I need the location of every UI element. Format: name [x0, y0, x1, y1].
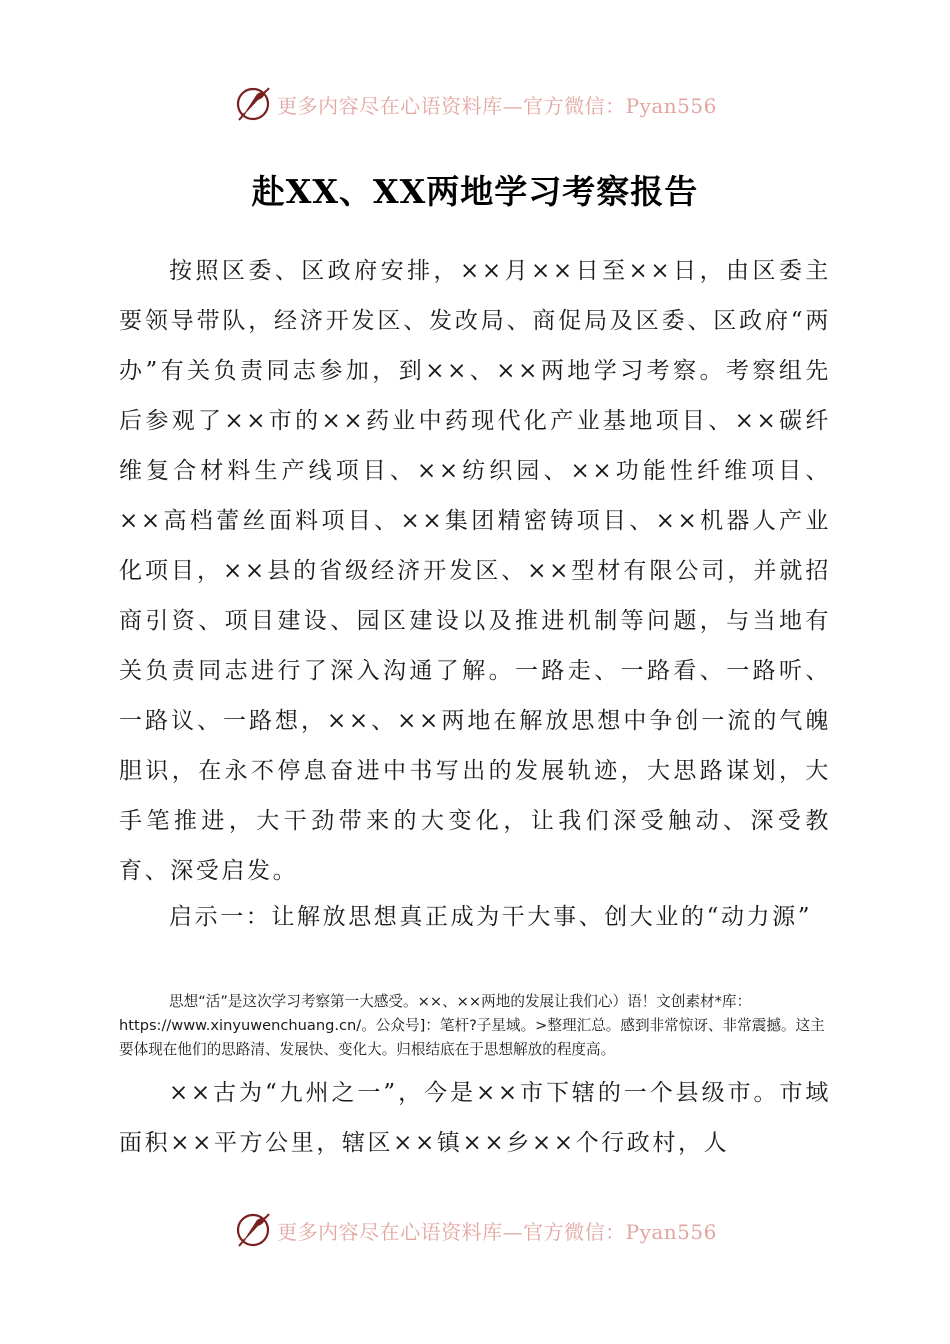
footer-banner — [0, 1206, 950, 1254]
paragraph-intro: 按照区委、区政府安排，××月××日至××日，由区委主要领导带队，经济开发区、发改局、商促局及区委、区政府“两办”有关负责同志参加，到××、××两地学习考察。考察组先后参观了××市的××药业中药现代化产业基地项目、××碳纤维复合材料生产线项目、××纺织园、××功能性纤维项目、××高档蕾丝面料项目、××集团精密铸项目、××机器人产业化项目，××县的省级经济开发区、××型材有限公司，并就招商引资、项目建设、园区建设以及推进机制等问题，与当地有关负责同志进行了深入沟通了解。一路走、一路看、一路听、一路议、一路想，××、××两地在解放思想中争创一流的气魄胆识，在永不停息奋进中书写出的发展轨迹，大思路谋划，大手笔推进，大干劲带来的大变化，让我们深受触动、深受教育、深受启发。 — [119, 258, 831, 884]
paragraph-small-font: 思想“活”是这次学习考察第一大感受。××、××两地的发展让我们心）语！文创素材*库：https://www.xinyuwenchuang.cn/。公众号]：笔杆?子星域。>整理汇总。感到非常惊讶、非常震撼。这主要体现在他们的思路清、发展快、变化大。归根结底在于思想解放的程度高。 — [119, 993, 825, 1058]
banner-text: 更多内容尽在心语资料库—官方微信：Pyan556 — [277, 1219, 717, 1244]
quill-logo-icon — [233, 1210, 273, 1250]
paragraph-city: ××古为“九州之一”，今是××市下辖的一个县级市。市域面积××平方公里，辖区××镇××乡××个行政村，人 — [119, 1080, 831, 1156]
banner-text: 更多内容尽在心语资料库—官方微信：Pyan556 — [277, 93, 717, 118]
header-banner — [0, 80, 950, 128]
quill-logo-icon — [233, 84, 273, 124]
document-title: 赴XX、XX两地学习考察报告 — [251, 172, 699, 211]
section-heading-one: 启示一：让解放思想真正成为干大事、创大业的“动力源” — [169, 904, 813, 930]
